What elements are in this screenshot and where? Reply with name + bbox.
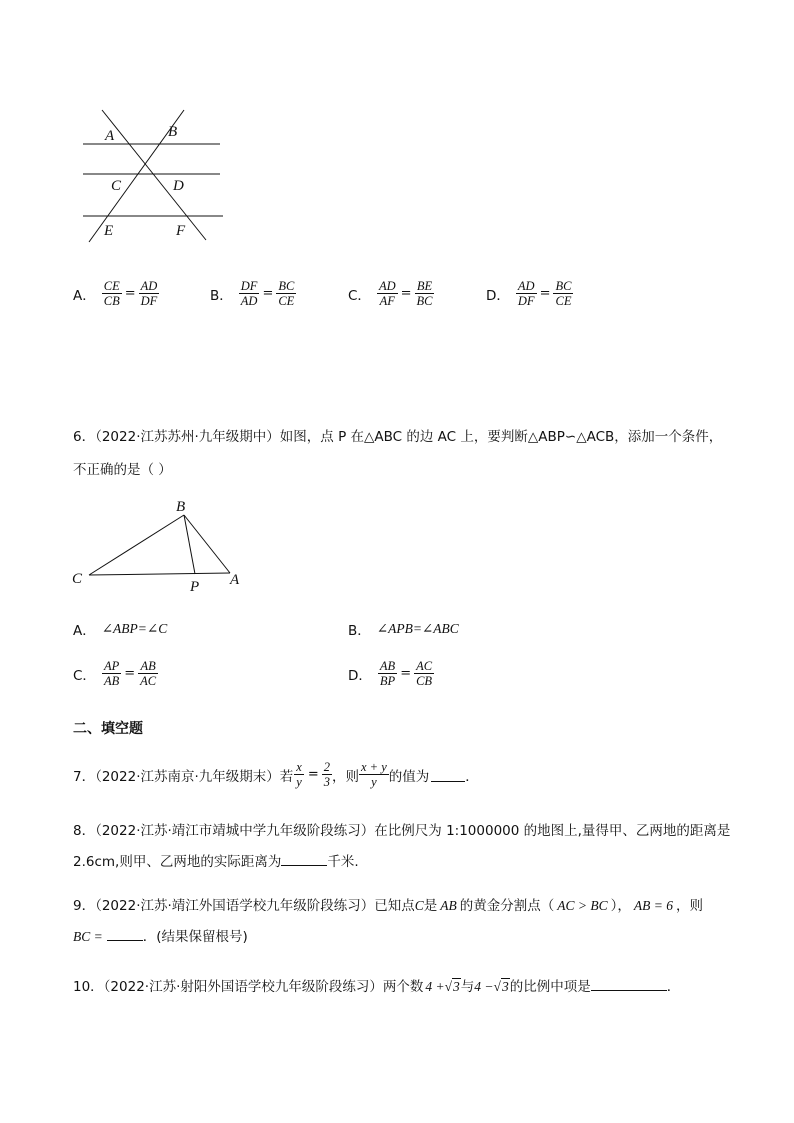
fraction: $\frac{2}{3}$	[323, 760, 330, 789]
q9-stem-line1: 9．（2022·江苏·靖江外国语学校九年级阶段练习）已知点C是 AB 的黄金分割点（ AC > BC ）， AB = 6 ，则	[73, 898, 704, 914]
q9-stem-line2: BC = ．(结果保留根号)	[73, 925, 248, 945]
answer-blank[interactable]	[591, 976, 667, 991]
q6-option-b[interactable]	[348, 619, 459, 639]
label-c: C	[72, 571, 83, 587]
fraction: $\frac{AP}{AB}$	[103, 659, 120, 688]
label-c: C	[111, 178, 122, 194]
label-b: B	[168, 124, 178, 140]
option-letter: C．	[348, 287, 371, 304]
option-letter: C．	[73, 667, 96, 684]
fraction: $\frac{AB}{AC}$	[140, 659, 157, 688]
side-ca	[89, 573, 230, 575]
q6-option-c[interactable]: C． $\frac{AP}{AB}$ = $\frac{AB}{AC}$	[73, 659, 157, 688]
fraction: $\frac{CE}{CB}$	[103, 279, 120, 308]
option-letter: A．	[73, 623, 96, 639]
side-cb	[89, 515, 184, 575]
q5-option-b[interactable]: B． $\frac{DF}{AD}$ = $\frac{BC}{CE}$	[210, 279, 295, 308]
q8-stem-line1: 8．（2022·江苏·靖江市靖城中学九年级阶段练习）在比例尺为 1:1000000 的地图上,量得甲、乙两地的距离是	[73, 823, 731, 839]
fraction: $\frac{AB}{BP}$	[379, 659, 396, 688]
q7-stem: 7．（2022·江苏南京·九年级期末）若 $\frac{x}{y}$ = $\frac{2}{3}$ ，则 $\frac{x + y}{y}$ 的值为 ．	[73, 760, 479, 789]
fraction: $\frac{AC}{CB}$	[416, 659, 433, 688]
option-letter: D．	[348, 667, 372, 684]
fraction: $\frac{AD}{DF}$	[517, 279, 535, 308]
fraction: $\frac{AD}{DF}$	[140, 279, 158, 308]
fraction: $\frac{x + y}{y}$	[361, 760, 387, 789]
section-heading: 二、填空题	[73, 721, 143, 737]
option-text: ∠ABP=∠C	[101, 621, 168, 636]
segment-bp	[184, 515, 195, 574]
option-letter: A．	[73, 287, 96, 304]
label-b: B	[176, 499, 186, 515]
label-d: D	[173, 178, 184, 194]
fraction: $\frac{x}{y}$	[296, 760, 302, 789]
q6-option-d[interactable]: D． $\frac{AB}{BP}$ = $\frac{AC}{CB}$	[348, 659, 433, 688]
q6-option-a[interactable]	[73, 619, 167, 639]
q5-option-a[interactable]: A． $\frac{CE}{CB}$ = $\frac{AD}{DF}$	[73, 279, 158, 308]
q6-stem-line2: 不正确的是（ ）	[73, 462, 172, 478]
fraction: $\frac{DF}{AD}$	[240, 279, 258, 308]
option-letter: D．	[486, 287, 510, 304]
fraction: $\frac{AD}{AF}$	[378, 279, 396, 308]
option-text: ∠APB=∠ABC	[376, 621, 459, 636]
label-p: P	[190, 579, 200, 595]
q6-stem-line1: 6．（2022·江苏苏州·九年级期中）如图，点 P 在△ABC 的边 AC 上，要判断△ABP∽△ACB，添加一个条件，	[73, 429, 723, 445]
label-e: E	[104, 223, 114, 239]
side-ba	[184, 515, 230, 573]
option-letter: B．	[210, 287, 233, 304]
q10-stem: 10．（2022·江苏·射阳外国语学校九年级阶段练习）两个数 4 +√3与4 −√3的比例中项是 ．	[73, 975, 680, 995]
label-a: A	[105, 128, 115, 144]
q8-stem-line2: 2.6cm,则甲、乙两地的实际距离为 千米.	[73, 850, 359, 870]
fraction: $\frac{BE}{BC}$	[416, 279, 433, 308]
label-f: F	[176, 223, 186, 239]
answer-blank[interactable]	[107, 926, 143, 941]
label-a: A	[230, 572, 240, 588]
q5-option-c[interactable]: C． $\frac{AD}{AF}$ = $\frac{BE}{BC}$	[348, 279, 433, 308]
answer-blank[interactable]	[281, 851, 327, 866]
fraction: $\frac{BC}{CE}$	[555, 279, 572, 308]
fraction: $\frac{BC}{CE}$	[278, 279, 295, 308]
option-letter: B．	[348, 623, 371, 639]
answer-blank[interactable]	[431, 767, 465, 782]
triangle-figure	[68, 495, 248, 595]
transversal-af	[102, 110, 206, 240]
parallel-lines-figure	[78, 108, 228, 248]
q5-option-d[interactable]: D． $\frac{AD}{DF}$ = $\frac{BC}{CE}$	[486, 279, 572, 308]
